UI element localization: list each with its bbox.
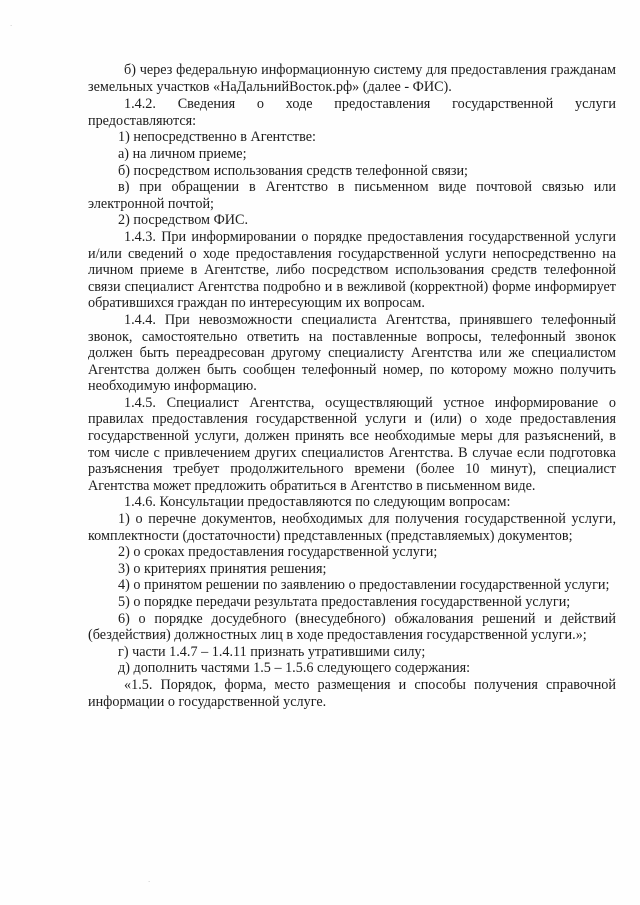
scan-artifact: ·: [10, 22, 13, 30]
paragraph-1-5: «1.5. Порядок, форма, место размещения и способы получения справочной информации о государственной услуге.: [88, 676, 616, 710]
paragraph-1-4-2: 1.4.2. Сведения о ходе предоставления государственной услуги предоставляются:: [88, 96, 616, 129]
scan-artifact: ·: [148, 878, 151, 886]
list-item: 5) о порядке передачи результата предоставления государственной услуги;: [118, 594, 571, 610]
list-item: в) при обращении в Агентство в письменном виде почтовой связью или электронной почтой;: [88, 179, 616, 212]
list-item: а) на личном приеме;: [118, 145, 247, 162]
list-item: 3) о критериях принятия решения;: [118, 560, 327, 577]
paragraph-1-4-6: 1.4.6. Консультации предоставляются по следующим вопросам:: [124, 494, 511, 511]
paragraph-1-4-3: 1.4.3. При информировании о порядке предоставления государственной услуги и/или сведений о ходе предоставления государственной услуги непосредственно на личном приеме в Агентстве, либо посредством использования средств телефонной связи специалист Агентства подробно и в вежливой (корректной) форме информирует обратившихся граждан по интересующим их вопросам.: [88, 228, 616, 312]
list-item: 2) о сроках предоставления государственной услуги;: [118, 544, 438, 561]
document-body: [88, 62, 616, 710]
paragraph-item-b-fis: б) через федеральную информационную систему для предоставления гражданам земельных участков «НаДальнийВосток.рф» (далее - ФИС).: [88, 62, 616, 95]
paragraph-1-4-5: 1.4.5. Специалист Агентства, осуществляющий устное информирование о правилах предоставления государственной услуги и (или) о ходе предоставления государственной услуги, должен принять все необходимые меры для разъяснений, в том числе с привлечением других специалистов Агентства. В случае если подготовка разъяснения требует продолжительного времени (более 10 минут), специалист Агентства может предложить обратиться в Агентство в письменном виде.: [88, 394, 616, 494]
list-item: 2) посредством ФИС.: [118, 212, 249, 229]
list-item: 1) непосредственно в Агентстве:: [118, 129, 316, 146]
list-item: г) части 1.4.7 – 1.4.11 признать утратившими силу;: [118, 643, 426, 660]
paragraph-1-4-4: 1.4.4. При невозможности специалиста Агентства, принявшего телефонный звонок, самостоятельно ответить на поставленные вопросы, телефонный звонок должен быть переадресован другому специалисту Агентства или же специалистом Агентства должен быть сообщен телефонный номер, по которому можно получить необходимую информацию.: [88, 311, 616, 395]
list-item: 6) о порядке досудебного (внесудебного) обжалования решений и действий (бездействия) должностных лиц в ходе предоставления государственной услуги.»;: [88, 610, 616, 644]
list-item: 1) о перечне документов, необходимых для получения государственной услуги, комплектности (достаточности) представленных (представляемых) документов;: [88, 511, 616, 544]
list-item: б) посредством использования средств телефонной связи;: [118, 162, 469, 179]
list-item: 4) о принятом решении по заявлению о предоставлении государственной услуги;: [118, 577, 610, 594]
list-item: д) дополнить частями 1.5 – 1.5.6 следующего содержания:: [118, 660, 471, 677]
